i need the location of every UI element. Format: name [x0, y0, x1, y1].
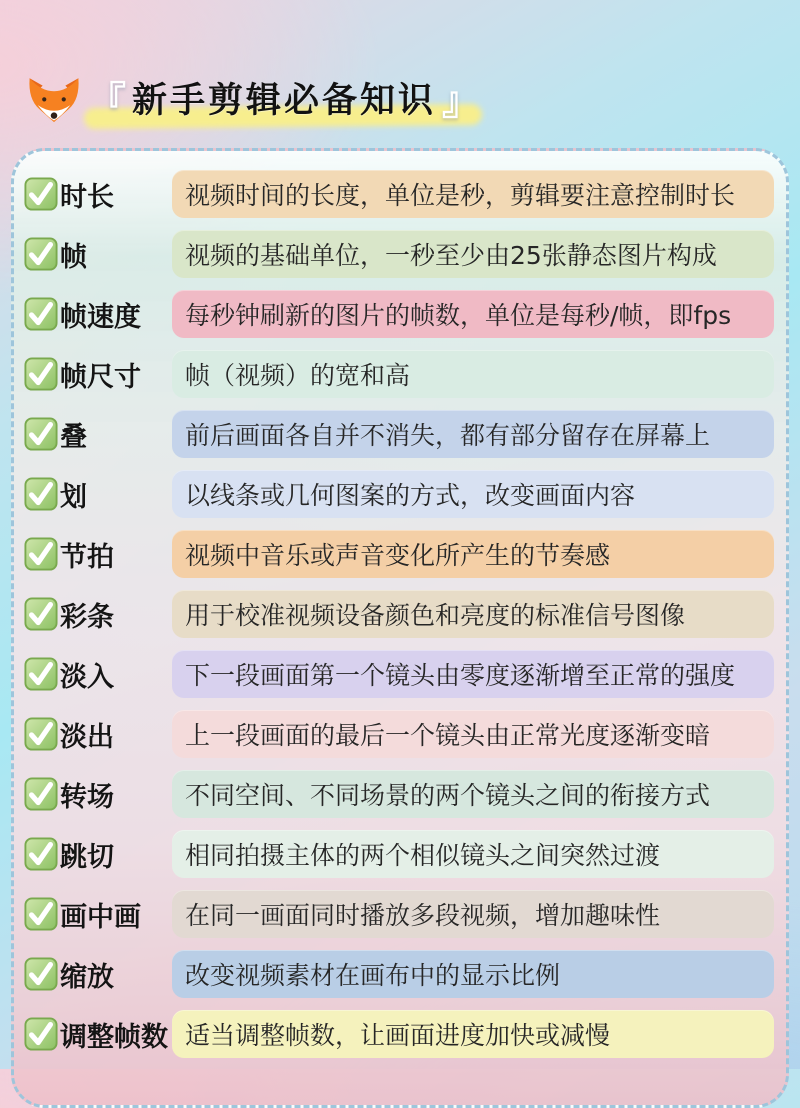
- term-row-overlap: [24, 410, 774, 458]
- definition-text: 改变视频素材在画布中的显示比例: [185, 961, 561, 990]
- term-row-frame-rate: [24, 290, 774, 338]
- definition-pill: [172, 410, 774, 458]
- term-row-duration: [24, 170, 774, 218]
- definition-pill: [172, 830, 774, 878]
- check-icon: [24, 957, 58, 991]
- definition-text: 前后画面各自并不消失，都有部分留存在屏幕上: [185, 421, 711, 450]
- term-label: 彩条: [60, 601, 114, 633]
- check-icon: [24, 837, 58, 871]
- term-label-group: [24, 295, 172, 334]
- definition-pill: [172, 530, 774, 578]
- definition-text: 视频中音乐或声音变化所产生的节奏感: [185, 541, 611, 570]
- term-label: 帧速度: [60, 301, 141, 333]
- definition-pill: [172, 1010, 774, 1058]
- definition-pill: [172, 170, 774, 218]
- term-label: 淡出: [60, 721, 114, 753]
- definition-text: 适当调整帧数，让画面进度加快或减慢: [185, 1021, 611, 1050]
- term-label: 帧: [60, 241, 87, 273]
- check-icon: [24, 657, 58, 691]
- term-label-group: [24, 355, 172, 394]
- glossary-panel: [11, 148, 789, 1108]
- term-row-wipe: [24, 470, 774, 518]
- term-label-group: [24, 775, 172, 814]
- term-label-group: [24, 835, 172, 874]
- definition-text: 上一段画面的最后一个镜头由正常光度逐渐变暗: [185, 721, 711, 750]
- check-icon: [24, 297, 58, 331]
- term-label: 淡入: [60, 661, 114, 693]
- term-label-group: [24, 595, 172, 634]
- definition-pill: [172, 770, 774, 818]
- definition-pill: [172, 590, 774, 638]
- definition-text: 不同空间、不同场景的两个镜头之间的衔接方式: [185, 781, 711, 810]
- term-label-group: [24, 475, 172, 514]
- term-label-group: [24, 1015, 172, 1054]
- definition-pill: [172, 890, 774, 938]
- check-icon: [24, 357, 58, 391]
- term-row-fade-in: [24, 650, 774, 698]
- term-row-transition: [24, 770, 774, 818]
- check-icon: [24, 777, 58, 811]
- definition-text: 视频的基础单位，一秒至少由25张静态图片构成: [185, 241, 717, 270]
- term-row-color-bars: [24, 590, 774, 638]
- check-icon: [24, 477, 58, 511]
- definition-pill: [172, 710, 774, 758]
- term-row-frame-size: [24, 350, 774, 398]
- check-icon: [24, 177, 58, 211]
- term-label: 叠: [60, 421, 87, 453]
- term-label: 缩放: [60, 961, 114, 993]
- term-label-group: [24, 535, 172, 574]
- term-row-frame: [24, 230, 774, 278]
- term-row-jump-cut: [24, 830, 774, 878]
- term-label-group: [24, 895, 172, 934]
- definition-pill: [172, 950, 774, 998]
- page-title: 新手剪辑必备知识: [132, 80, 437, 121]
- term-label: 转场: [60, 781, 114, 813]
- definition-text: 视频时间的长度，单位是秒，剪辑要注意控制时长: [185, 181, 736, 210]
- definition-pill: [172, 350, 774, 398]
- definition-pill: [172, 470, 774, 518]
- check-icon: [24, 897, 58, 931]
- title-bracket-open: 『: [88, 79, 127, 123]
- definition-text: 在同一画面同时播放多段视频，增加趣味性: [185, 901, 661, 930]
- page-header: [28, 72, 480, 130]
- term-label-group: [24, 415, 172, 454]
- term-label: 跳切: [60, 841, 114, 873]
- term-row-zoom: [24, 950, 774, 998]
- term-label: 划: [60, 481, 87, 513]
- term-row-fade-out: [24, 710, 774, 758]
- definition-pill: [172, 230, 774, 278]
- check-icon: [24, 237, 58, 271]
- fox-icon: [28, 77, 80, 125]
- term-label: 画中画: [60, 901, 141, 933]
- term-label: 时长: [60, 181, 114, 213]
- title-bracket-close: 』: [442, 79, 481, 123]
- definition-text: 相同拍摄主体的两个相似镜头之间突然过渡: [185, 841, 661, 870]
- definition-text: 以线条或几何图案的方式，改变画面内容: [185, 481, 636, 510]
- term-label-group: [24, 235, 172, 274]
- definition-pill: [172, 290, 774, 338]
- definition-text: 帧（视频）的宽和高: [185, 361, 411, 390]
- definition-text: 下一段画面第一个镜头由零度逐渐增至正常的强度: [185, 661, 736, 690]
- term-row-pip: [24, 890, 774, 938]
- term-label: 调整帧数: [60, 1021, 168, 1053]
- term-row-beat: [24, 530, 774, 578]
- term-label-group: [24, 175, 172, 214]
- check-icon: [24, 537, 58, 571]
- check-icon: [24, 717, 58, 751]
- definition-text: 每秒钟刷新的图片的帧数，单位是每秒/帧，即fps: [185, 301, 732, 330]
- term-row-adjust-frames: [24, 1010, 774, 1058]
- term-label-group: [24, 955, 172, 994]
- definition-pill: [172, 650, 774, 698]
- check-icon: [24, 1017, 58, 1051]
- check-icon: [24, 597, 58, 631]
- definition-text: 用于校准视频设备颜色和亮度的标准信号图像: [185, 601, 686, 630]
- term-label: 节拍: [60, 541, 114, 573]
- check-icon: [24, 417, 58, 451]
- term-label-group: [24, 655, 172, 694]
- term-label-group: [24, 715, 172, 754]
- term-label: 帧尺寸: [60, 361, 141, 393]
